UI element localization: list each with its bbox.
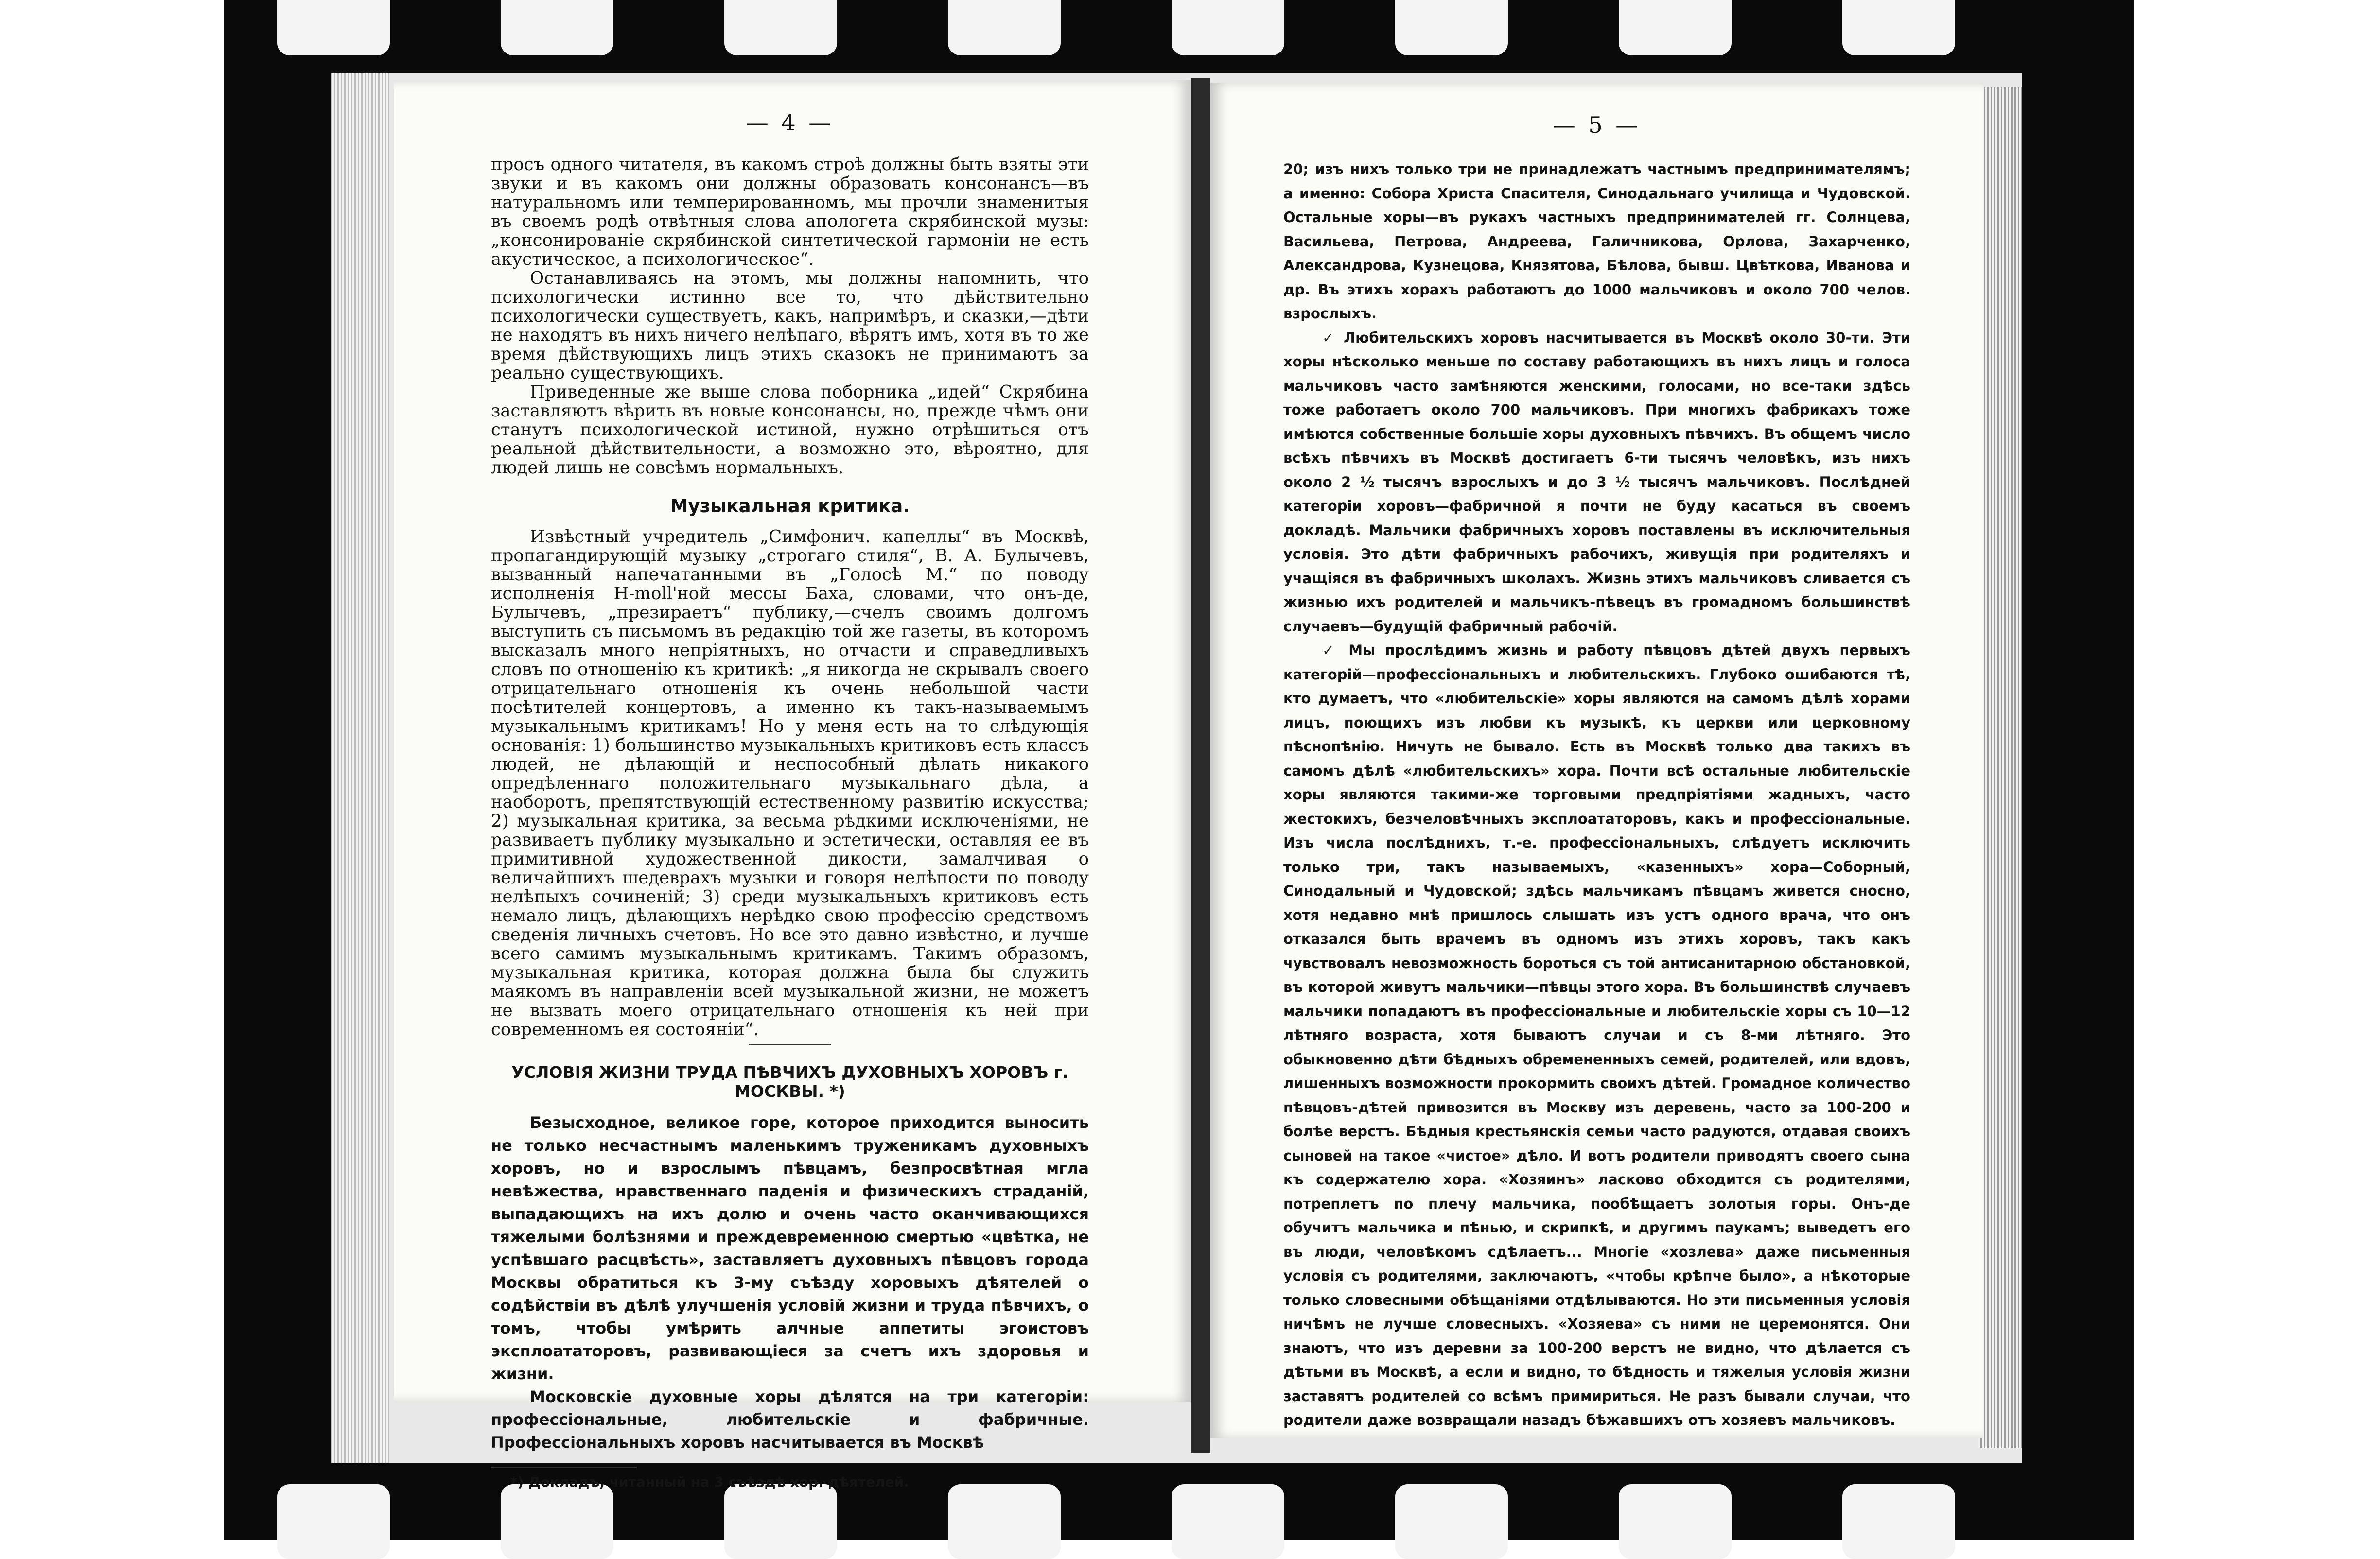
paragraph: Московскіе духовные хоры дѣлятся на три категоріи: профессіональные, любительскіе и фабричные. Профессіональныхъ хоровъ насчитывается въ Москвѣ	[491, 1387, 1089, 1452]
paragraph	[1283, 639, 1910, 1433]
page-number: — 5 —	[1553, 112, 1641, 138]
article-section	[491, 1063, 1089, 1454]
footnote: *) Докладъ, читанный на 3 съѣздѣ хор. дѣятелей.	[510, 1474, 909, 1490]
left-page-edges	[331, 73, 389, 1463]
book-gutter	[1191, 78, 1210, 1453]
right-page	[1210, 83, 1983, 1438]
paragraph: 20; изъ нихъ только три не принадлежатъ частнымъ предпринимателямъ; а именно: Собора Христа Спасителя, Синодальнаго училища и Чудовской. Остальные хоры—въ рукахъ частныхъ предпринимателей гг. Солнцева, Васильева, Петрова, Андреева, Галичникова, Орлова, Захарченко, Александрова, Кузнецова, Князятова, Бѣлова, бывш. Цвѣткова, Иванова и др. Въ этихъ хорахъ работаютъ до 1000 мальчиковъ и около 700 челов. взрослыхъ.	[1283, 161, 1910, 322]
film-sprocket-hole	[501, 1484, 613, 1559]
paragraph-text: Мы прослѣдимъ жизнь и работу пѣвцовъ дѣтей двухъ первыхъ категорій—профессіональныхъ и любительскихъ. Глубоко ошибаются тѣ, кто думаетъ, что «любительскіе» хоры являются на самомъ дѣлѣ хорами лицъ, поющихъ изъ любви къ музыкѣ, къ церкви или церковному пѣснопѣнію. Ничуть не бывало. Есть въ Москвѣ только два такихъ въ самомъ дѣлѣ «любительскихъ» хора. Почти всѣ остальные любительскіе хоры являются такими-же торговыми предпріятіями жадныхъ, часто жестокихъ, безчеловѣчныхъ эксплоататоровъ, какъ и профессіональные. Изъ числа послѣднихъ, т.-е. профессіональныхъ, слѣдуетъ исключить только три, такъ называемыхъ, «казенныхъ» хора—Соборный, Синодальный и Чудовской; здѣсь мальчикамъ пѣвцамъ живется сносно, хотя недавно мнѣ пришлось слышать изъ устъ одного врача, что онъ отказался быть врачемъ въ одномъ изъ этихъ хоровъ, такъ какъ чувствовалъ невозможность бороться съ той антисанитарною обстановкой, въ которой живутъ мальчики—пѣвцы этого хора. Въ большинствѣ случаевъ мальчики попадаютъ въ профессіональные и любительскіе хоры съ 10—12 лѣтняго возраста, хотя бываютъ случаи и съ 8-ми лѣтняго. Это обыкновенно дѣти бѣдныхъ обремененныхъ семей, родителей, или вдовъ, лишенныхъ возможности прокормить своихъ дѣтей. Громадное количество пѣвцовъ-дѣтей привозится въ Москву изъ деревень, часто за 100-200 и болѣе верстъ. Бѣдныя крестьянскія семьи часто радуются, отдавая своихъ сыновей на такое «чистое» дѣло. И вотъ родители приводятъ своего сына къ содержателю хора. «Хозяинъ» ласково обходится съ родителями, потреплетъ по плечу мальчика, пообѣщаетъ золотыя горы. Онъ-де обучитъ мальчика и пѣнью, и скрипкѣ, и другимъ паукамъ; выведетъ его въ люди, человѣкомъ сдѣлаетъ... Многіе «хозлева» даже письменныя условія съ родителями, заключаютъ, «чтобы крѣпче было», а нѣкоторые только словесными обѣщаніями отдѣлываются. Но эти письменныя условія ничѣмъ не лучше словесныхъ. «Хозяева» съ ними не церемонятся. Они знаютъ, что изъ деревни за 100-200 верстъ не видно, что дѣлается съ дѣтьми въ Москвѣ, а если и видно, то бѣдность и тяжелыя условія жизни заставятъ родителей со всѣмъ примириться. Не разъ бывали случаи, что родители даже возвращали назадъ бѣжавшихъ отъ хозяевъ мальчиковъ.	[1283, 642, 1910, 1428]
right-page-edges	[1978, 87, 2022, 1448]
paragraph-text: Любительскихъ хоровъ насчитывается въ Москвѣ около 30-ти. Эти хоры нѣсколько меньше по составу работающихъ въ нихъ лицъ и голоса мальчиковъ часто замѣняются женскими, голосами, но все-таки здѣсь тоже работаетъ около 700 мальчиковъ. При многихъ фабрикахъ тоже имѣются собственные большіе хоры духовныхъ пѣвчихъ. Въ общемъ число всѣхъ пѣвчихъ въ Москвѣ достигаетъ 6-ти тысячъ человѣкъ, изъ нихъ около 2 ½ тысячъ взрослыхъ и до 3 ½ тысячъ мальчиковъ. Послѣдней категоріи хоровъ—фабричной я почти не буду касаться въ своемъ докладѣ. Мальчики фабричныхъ хоровъ поставлены въ исключительныя условія. Это дѣти фабричныхъ рабочихъ, живущія при родителяхъ и учащіяся въ фабричныхъ школахъ. Жизнь этихъ мальчиковъ сливается съ жизнью ихъ родителей и мальчикъ-пѣвецъ въ громадномъ большинствѣ случаевъ—будущій фабричный рабочій.	[1283, 329, 1910, 635]
article-heading: УСЛОВІЯ ЖИЗНИ ТРУДА ПѢВЧИХЪ ДУХОВНЫХЪ ХОРОВЪ г. МОСКВЫ. *)	[511, 1063, 1068, 1101]
page-number: — 4 —	[746, 109, 834, 136]
section-divider	[749, 1044, 831, 1045]
checkmark-annotation-icon: ✓	[1322, 642, 1339, 658]
footnote-rule	[491, 1467, 637, 1468]
section-heading: Музыкальная критика.	[670, 496, 910, 517]
film-sprocket-hole	[1842, 1484, 1955, 1559]
film-sprocket-hole	[1619, 0, 1732, 55]
paragraph	[1283, 326, 1910, 639]
film-sprocket-hole	[277, 0, 390, 55]
paragraph: Приведенные же выше слова поборника „идей“ Скрябина заставляютъ вѣрить въ новые консонансы, но, прежде чѣмъ они станутъ психологической истиной, нужно отрѣшиться отъ реальной дѣйствительности, а возможно это, вѣроятно, для людей лишь не совсѣмъ нормальныхъ.	[491, 382, 1089, 478]
film-sprocket-hole	[1172, 0, 1284, 55]
film-sprocket-hole	[1842, 0, 1955, 55]
film-sprocket-hole	[1619, 1484, 1732, 1559]
checkmark-annotation-icon: ✓	[1322, 329, 1337, 346]
film-sprocket-hole	[277, 1484, 390, 1559]
paragraph: Извѣстный учредитель „Симфонич. капеллы“ въ Москвѣ, пропагандирующій музыку „строгаго стиля“, В. А. Булычевъ, вызванный напечатанными въ „Голосѣ М.“ по поводу исполненія H-moll'ной мессы Баха, словами, что онъ-де, Булычевъ, „презираетъ“ публику,—счелъ своимъ долгомъ выступить съ письмомъ въ редакцію той же газеты, въ которомъ высказалъ много непріятныхъ, но отчасти и справедливыхъ словъ по отношенію къ критикѣ: „я никогда не скрывалъ своего отрицательнаго отношенія къ очень небольшой части посѣтителей концертовъ, а именно къ такъ-называемымъ музыкальнымъ критикамъ! Но у меня есть на то слѣдующія основанія: 1) большинство музыкальныхъ критиковъ есть классъ людей, не дѣлающій и неспособный дѣлать никакого опредѣленнаго положительнаго музыкальнаго дѣла, а наоборотъ, препятствующій естественному развитію искусства; 2) музыкальная критика, за весьма рѣдкими исключеніями, не развиваетъ публику музыкально и эстетически, оставляя ее въ примитивной художественной дикости, замалчивая о величайшихъ шедеврахъ музыки и говоря нелѣпости по поводу нелѣпыхъ сочиненій; 3) среди музыкальныхъ критиковъ есть немало лицъ, дѣлающихъ нерѣдко свою профессію средствомъ сведенія личныхъ счетовъ. Но все это давно извѣстно, и лучше всего самимъ музыкальнымъ критикамъ. Такимъ образомъ, музыкальная критика, которая должна была бы служить маякомъ въ направленіи всей музыкальной жизни, не можетъ не вызвать моего отрицательнаго отношенія къ ней при современномъ ея состояніи“.	[491, 527, 1089, 1039]
paragraph: Останавливаясь на этомъ, мы должны напомнить, что психологически истинно все то, что дѣйствительно психологически существуетъ, какъ, напримѣръ, и сказки,—дѣти не находятъ въ нихъ ничего нелѣпаго, вѣрятъ имъ, хотя въ то же время дѣйствующихъ лицъ этихъ сказокъ не принимаютъ за реально существующихъ.	[491, 268, 1089, 383]
film-sprocket-hole	[1395, 0, 1508, 55]
paragraph: Безысходное, великое горе, которое приходится выносить не только несчастнымъ маленькимъ труженикамъ духовныхъ хоровъ, но и взрослымъ пѣвцамъ, безпросвѣтная мгла невѣжества, нравственнаго паденія и физическихъ страданій, выпадающихъ на ихъ долю и очень часто оканчивающихся тяжелыми болѣзнями и преждевременною смертью «цвѣтка, не успѣвшаго расцвѣсть», заставляетъ духовныхъ пѣвцовъ города Москвы обратиться къ 3-му съѣзду хоровыхъ дѣятелей о содѣйствіи въ дѣлѣ улучшенія условій жизни и труда пѣвчихъ, о томъ, чтобы умѣрить алчные аппетиты эгоистовъ эксплоататоровъ, развивающіеся за счетъ ихъ здоровья и жизни.	[491, 1113, 1089, 1383]
paragraph: просъ одного читателя, въ какомъ строѣ должны быть взяты эти звуки и въ какомъ они должны образовать консонансъ—въ натуральномъ или темперированномъ, мы прочли знаменитыя въ своемъ родѣ отвѣтныя слова апологета скрябинской музы: „консонированіе скрябинской синтетической гармоніи не есть акустическое, а психологическое“.	[491, 155, 1089, 269]
film-sprocket-hole	[1395, 1484, 1508, 1559]
left-page	[394, 80, 1191, 1490]
film-sprocket-hole	[1172, 1484, 1284, 1559]
film-sprocket-hole	[948, 0, 1061, 55]
film-sprocket-hole	[724, 0, 837, 55]
film-sprocket-hole	[724, 1484, 837, 1559]
film-sprocket-hole	[501, 0, 613, 55]
film-sprocket-hole	[948, 1484, 1061, 1559]
